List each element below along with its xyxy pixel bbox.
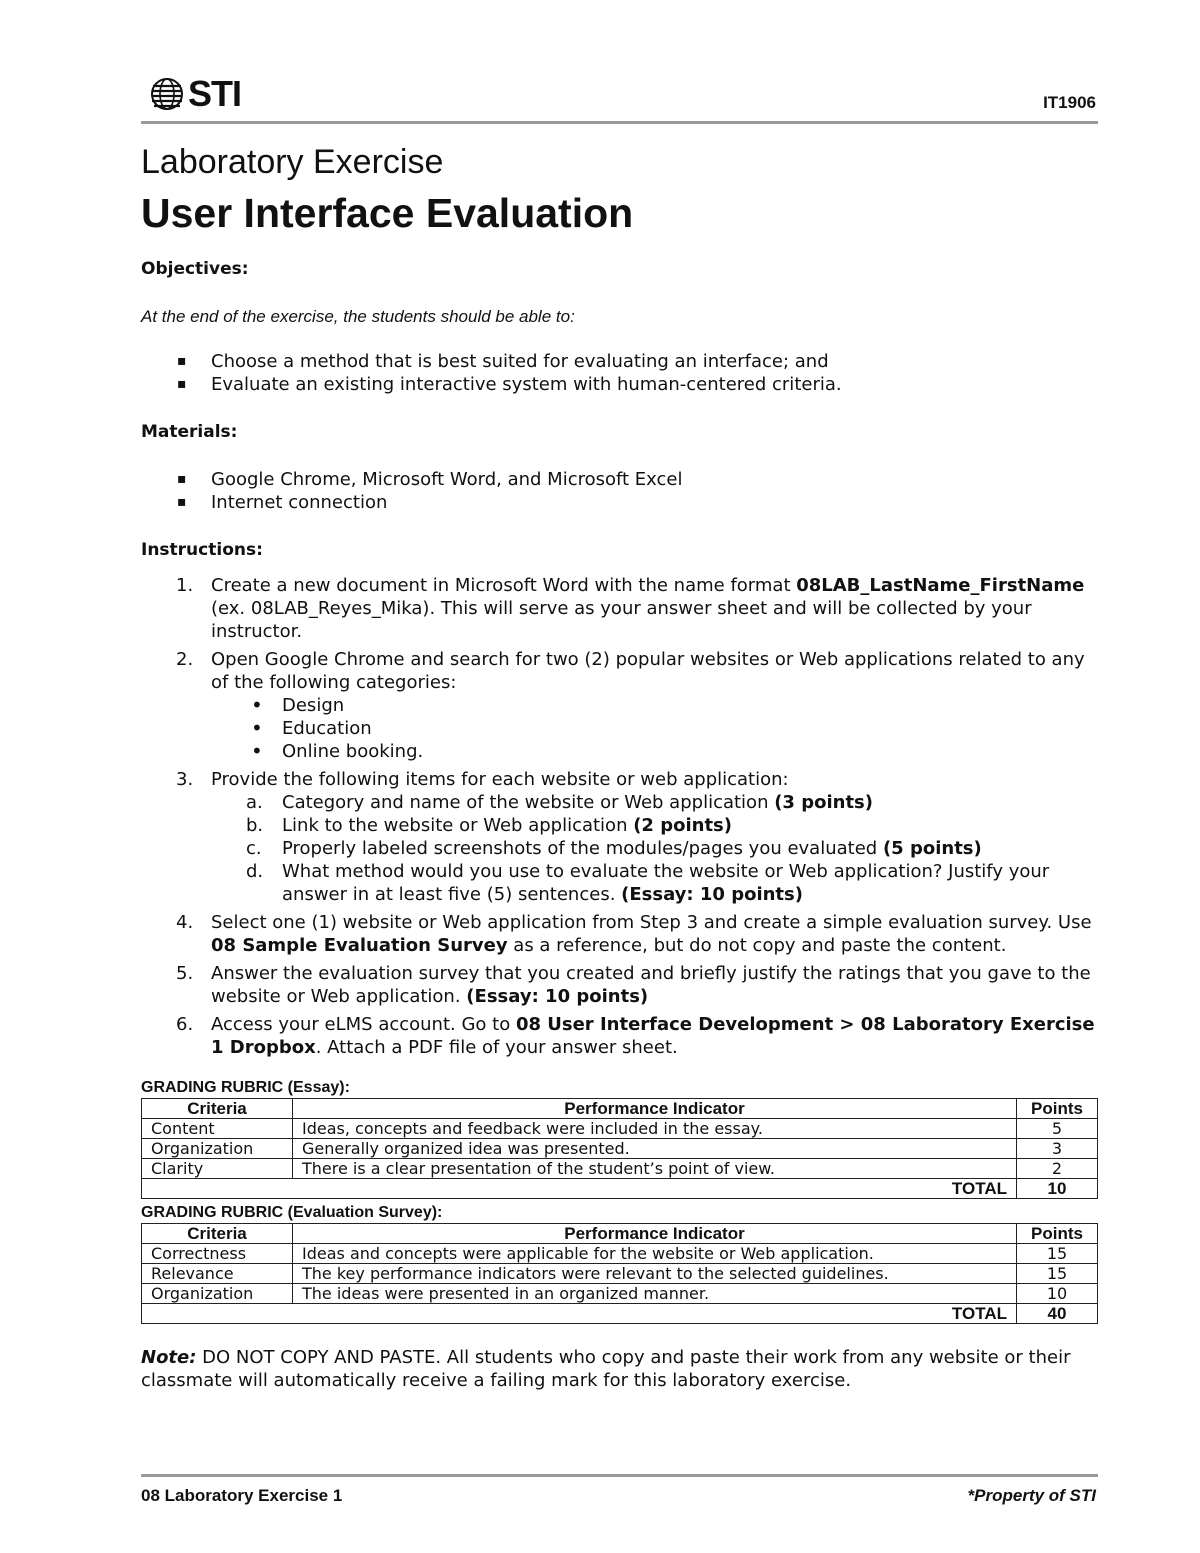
logo-text: STI <box>188 73 242 114</box>
footer-divider <box>141 1474 1098 1477</box>
page-supertitle: Laboratory Exercise <box>141 143 444 181</box>
table-header-row: Criteria Performance Indicator Points <box>142 1224 1098 1244</box>
step-1: 1. Create a new document in Microsoft Word with the name format 08LAB_LastName_FirstName (ex. 08LAB_Reyes_Mika). This will serve as your answer sheet and will be collected by your instructor. <box>176 575 1085 642</box>
table-total-row: TOTAL 10 <box>142 1179 1098 1199</box>
step-4: 4. Select one (1) website or Web application from Step 3 and create a simple evaluation survey. Use 08 Sample Evaluation Survey as a reference, but do not copy and paste the content. <box>176 912 1092 956</box>
table-row: Correctness Ideas and concepts were applicable for the website or Web application. 15 <box>142 1244 1098 1264</box>
list-item: ▪ Evaluate an existing interactive system with human-centered criteria. <box>141 373 1098 396</box>
list-item: ▪ Internet connection <box>141 491 1098 514</box>
essay-rubric-table <box>141 1098 1098 1199</box>
list-item: • Online booking. <box>211 740 1098 763</box>
survey-rubric-table <box>141 1223 1098 1324</box>
list-item: a. Category and name of the website or Web application (3 points) <box>246 792 874 813</box>
table-row: Clarity There is a clear presentation of the student’s point of view. 2 <box>142 1159 1098 1179</box>
survey-rubric-title: GRADING RUBRIC (Evaluation Survey): <box>141 1204 443 1221</box>
table-row: Relevance The key performance indicators were relevant to the selected guidelines. 15 <box>142 1264 1098 1284</box>
materials-list <box>141 468 1098 514</box>
document-body <box>141 258 1098 1392</box>
instructions-heading: Instructions: <box>141 540 263 560</box>
category-list <box>211 694 1098 763</box>
step-2: 2. Open Google Chrome and search for two (2) popular websites or Web applications related to any of the following categories: • Design • Education • Online booking. <box>141 648 1098 763</box>
header-divider <box>141 121 1098 124</box>
globe-icon <box>150 77 184 111</box>
table-total-row: TOTAL 40 <box>142 1304 1098 1324</box>
table-row: Content Ideas, concepts and feedback were included in the essay. 5 <box>142 1119 1098 1139</box>
instructions-list <box>141 574 1098 1059</box>
footer-property: *Property of STI <box>967 1486 1096 1505</box>
footer-title: 08 Laboratory Exercise 1 <box>141 1486 343 1505</box>
step-6: 6. Access your eLMS account. Go to 08 User Interface Development > 08 Laboratory Exercise 1 Dropbox. Attach a PDF file of your answer sheet. <box>176 1014 1095 1058</box>
page-title: User Interface Evaluation <box>141 190 634 236</box>
table-row: Organization The ideas were presented in an organized manner. 10 <box>142 1284 1098 1304</box>
list-item: ▪ Choose a method that is best suited for evaluating an interface; and <box>141 350 1098 373</box>
course-code: IT1906 <box>1043 93 1096 112</box>
step-5: 5. Answer the evaluation survey that you created and briefly justify the ratings that you gave to the website or Web application. (Essay: 10 points) <box>176 963 1091 1007</box>
step-3: 3. Provide the following items for each website or web application: a. Category and name of the website or Web application (3 points) b. Link to the website or Web application (2 points) c. Properly labeled screenshots of the modules/pages you evaluated (5 points) d. What method would you use to evaluate the website or Web application? Justify your answer in at least five (5) sentences. (Essay: 10 points) <box>141 768 1098 906</box>
list-item: • Education <box>211 717 1098 740</box>
list-item: d. What method would you use to evaluate the website or Web application? Justify your answer in at least five (5) sentences. (Essay: 10 points) <box>246 861 1050 905</box>
materials-heading: Materials: <box>141 422 238 442</box>
list-item: b. Link to the website or Web application (2 points) <box>246 815 733 836</box>
objectives-list <box>141 350 1098 396</box>
list-item: ▪ Google Chrome, Microsoft Word, and Microsoft Excel <box>141 468 1098 491</box>
list-item: • Design <box>211 694 1098 717</box>
table-row: Organization Generally organized idea was presented. 3 <box>142 1139 1098 1159</box>
deliverables-list <box>211 791 1098 906</box>
objectives-intro: At the end of the exercise, the students should be able to: <box>141 307 575 326</box>
objectives-heading: Objectives: <box>141 259 249 279</box>
note-paragraph: Note: DO NOT COPY AND PASTE. All students who copy and paste their work from any website or their classmate will automatically receive a failing mark for this laboratory exercise. <box>141 1347 1071 1391</box>
essay-rubric-title: GRADING RUBRIC (Essay): <box>141 1079 350 1096</box>
list-item: c. Properly labeled screenshots of the modules/pages you evaluated (5 points) <box>246 838 982 859</box>
table-header-row: Criteria Performance Indicator Points <box>142 1099 1098 1119</box>
sti-logo <box>150 74 241 114</box>
